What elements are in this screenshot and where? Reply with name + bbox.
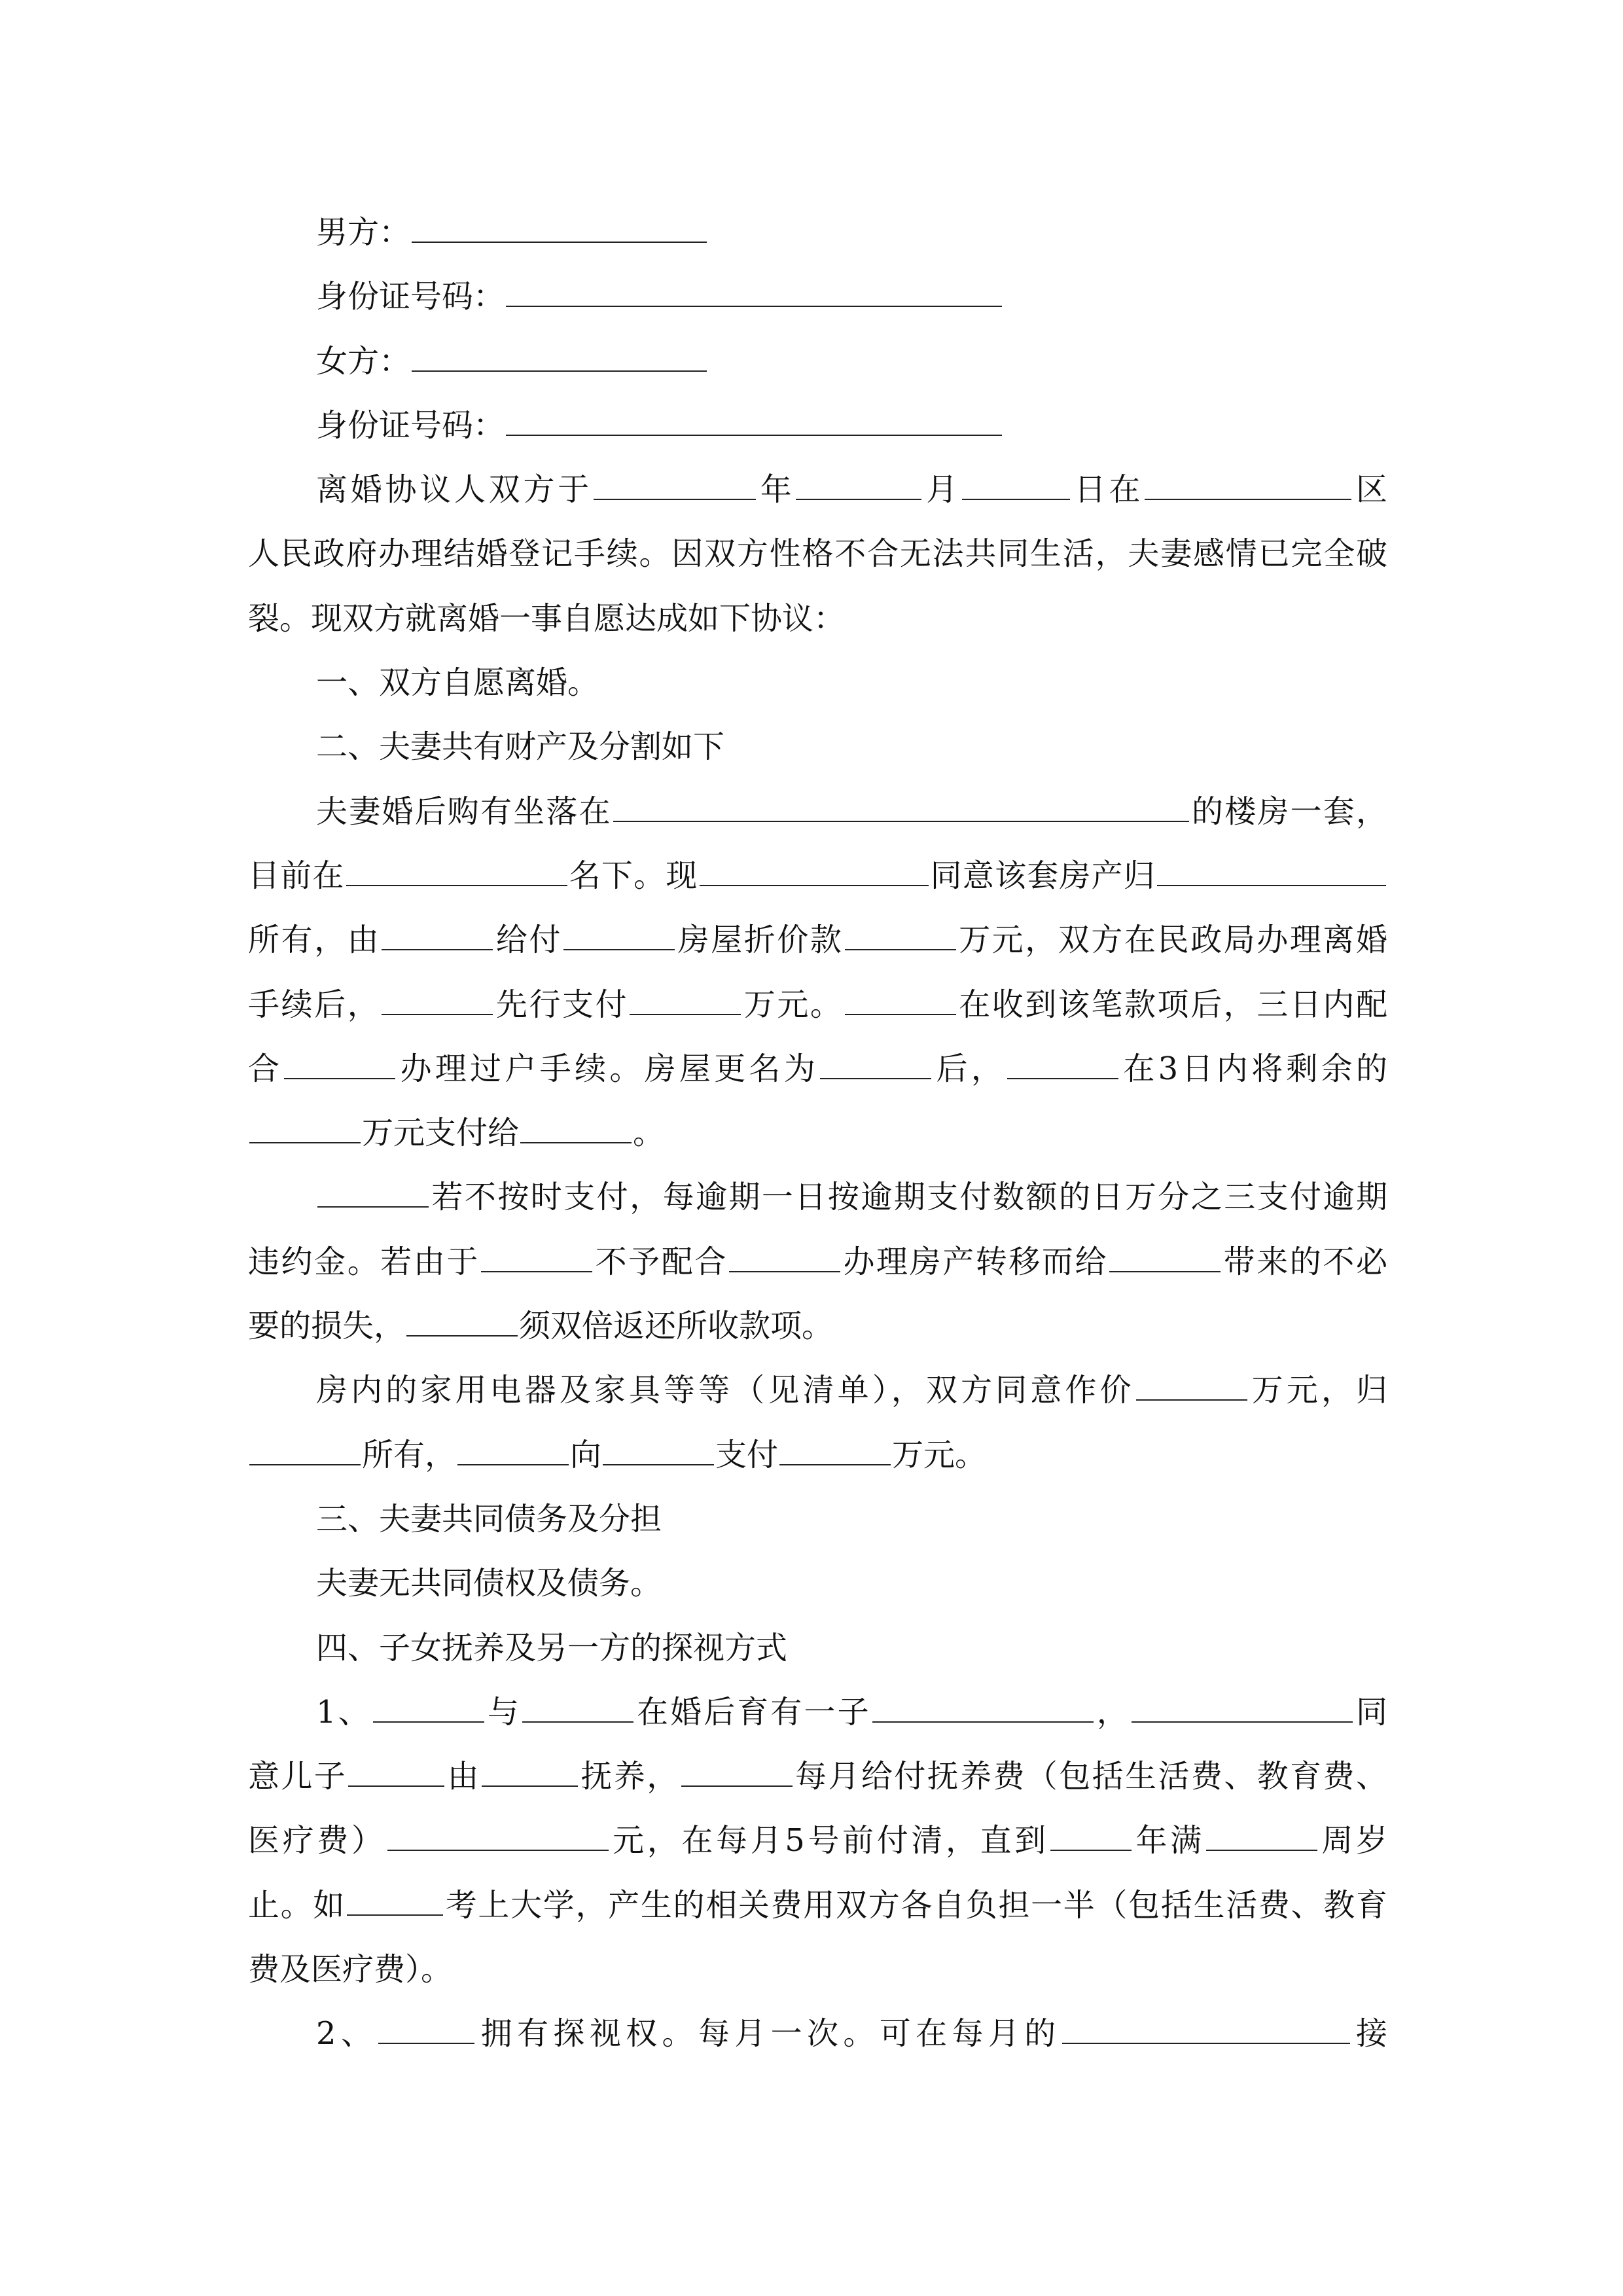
blank-field[interactable] [872, 1695, 1094, 1723]
agreement-document [248, 200, 1387, 2066]
line-paragraph [248, 1680, 1387, 1744]
text: 月 [923, 471, 961, 509]
blank-field[interactable] [373, 1695, 484, 1723]
text: 接 [1351, 2015, 1387, 2053]
text: 人民政府办理结婚登记手续。因双方性格不合无法共同生活，夫妻感情已完全破 [248, 535, 1387, 573]
text: 所有，由 [248, 922, 381, 959]
blank-field[interactable] [412, 215, 707, 243]
blank-field[interactable] [613, 795, 1189, 822]
blank-field[interactable] [845, 988, 956, 1015]
line-paragraph [248, 1358, 1387, 1422]
blank-field[interactable] [520, 1116, 632, 1143]
blank-field[interactable] [387, 1823, 609, 1851]
text: 所有， [362, 1436, 457, 1473]
text: 要的损失， [248, 1308, 406, 1345]
blank-field[interactable] [1157, 859, 1386, 886]
blank-field[interactable] [382, 923, 493, 950]
blank-field[interactable] [506, 408, 1002, 436]
text: 的楼房一套， [1190, 793, 1387, 830]
text: 身份证号码： [316, 278, 505, 315]
line-paragraph [248, 1101, 1387, 1165]
text: 意儿子 [248, 1758, 348, 1795]
text: 须双倍返还所收款项。 [519, 1308, 834, 1345]
blank-field[interactable] [820, 1052, 931, 1079]
line-paragraph [248, 1165, 1387, 1229]
text: 给付 [494, 922, 563, 959]
text: 周岁 [1318, 1822, 1387, 1859]
blank-field[interactable] [1206, 1823, 1317, 1851]
text: 一、双方自愿离婚。 [316, 664, 599, 702]
text: 名下。现 [568, 857, 698, 894]
blank-field[interactable] [412, 344, 707, 372]
blank-field[interactable] [845, 923, 956, 950]
line-paragraph [248, 1037, 1387, 1101]
text: 考上大学，产生的相关费用双方各自负担一半（包括生活费、教育 [444, 1886, 1387, 1924]
line-paragraph [248, 973, 1387, 1037]
text: ， [1094, 1693, 1130, 1731]
text: 夫妻无共同债权及债务。 [316, 1565, 662, 1602]
blank-field[interactable] [346, 859, 567, 886]
line-paragraph [248, 908, 1387, 972]
section-heading [248, 715, 1387, 779]
text: 不予配合 [594, 1243, 728, 1280]
text: 房内的家用电器及家具等等（见清单），双方同意作价 [316, 1372, 1135, 1409]
blank-field[interactable] [406, 1309, 518, 1336]
text: 区 [1353, 471, 1387, 509]
blank-field[interactable] [796, 473, 921, 500]
text: 在3日内将剩余的 [1120, 1050, 1387, 1087]
line-paragraph [248, 2001, 1387, 2066]
line-paragraph [248, 844, 1387, 908]
line-paragraph [248, 780, 1387, 844]
text: 抚养， [579, 1758, 680, 1795]
text: 由 [446, 1758, 481, 1795]
blank-field[interactable] [481, 1245, 592, 1272]
text: 在收到该笔款项后，三日内配 [957, 986, 1387, 1023]
text: 离婚协议人双方于 [316, 471, 592, 509]
blank-field[interactable] [482, 1759, 578, 1787]
text: 万元，双方在民政局办理离婚 [957, 922, 1387, 959]
blank-field[interactable] [249, 1438, 361, 1465]
blank-field[interactable] [603, 1438, 714, 1465]
text: 违约金。若由于 [248, 1243, 480, 1280]
text: 支付 [715, 1436, 779, 1473]
section-heading [248, 651, 1387, 715]
text: 元，在每月5号前付清，直到 [609, 1822, 1049, 1859]
blank-field[interactable] [347, 1888, 443, 1916]
line-paragraph [248, 522, 1387, 586]
line-paragraph [248, 1873, 1387, 1937]
blank-field[interactable] [1007, 1052, 1118, 1079]
line-male-party [248, 200, 1387, 264]
text: 三、夫妻共同债务及分担 [316, 1500, 662, 1537]
text: 向 [570, 1436, 602, 1473]
line-female-party [248, 329, 1387, 393]
line-female-id [248, 393, 1387, 457]
blank-field[interactable] [681, 1759, 793, 1787]
blank-field[interactable] [1145, 473, 1351, 500]
blank-field[interactable] [382, 988, 493, 1015]
line-paragraph [248, 1937, 1387, 2001]
text: 身份证号码： [316, 406, 505, 444]
blank-field[interactable] [1136, 1373, 1247, 1401]
text: 后， [933, 1050, 1007, 1087]
blank-field[interactable] [1050, 1823, 1132, 1851]
text: 万元。 [892, 1436, 987, 1473]
blank-field[interactable] [522, 1695, 633, 1723]
text: 拥有探视权。每月一次。可在每月的 [476, 2015, 1061, 2053]
text: 在婚后育有一子 [634, 1693, 871, 1731]
blank-field[interactable] [700, 859, 929, 886]
blank-field[interactable] [1062, 2017, 1350, 2044]
blank-field[interactable] [1109, 1245, 1221, 1272]
line-paragraph [248, 1230, 1387, 1294]
text: 目前在 [248, 857, 345, 894]
blank-field[interactable] [348, 1759, 444, 1787]
text: 同意该套房产归 [929, 857, 1156, 894]
text: 1、 [316, 1693, 372, 1731]
text: 二、夫妻共有财产及分割如下 [316, 728, 725, 766]
text: 万元支付给 [362, 1115, 520, 1152]
text: 与 [485, 1693, 521, 1731]
text: 同 [1353, 1693, 1387, 1731]
text: 带来的不必 [1222, 1243, 1387, 1280]
text: 夫妻婚后购有坐落在 [316, 793, 612, 830]
text: 手续后， [248, 986, 381, 1023]
line-paragraph [248, 586, 1387, 651]
blank-field[interactable] [1132, 1695, 1353, 1723]
blank-field[interactable] [563, 923, 675, 950]
blank-field[interactable] [317, 1180, 429, 1208]
line-paragraph [248, 1423, 1387, 1487]
blank-field[interactable] [506, 279, 1002, 307]
line-male-id [248, 264, 1387, 329]
text: 每月给付抚养费（包括生活费、教育费、 [793, 1758, 1387, 1795]
blank-field[interactable] [457, 1438, 569, 1465]
text: 年满 [1132, 1822, 1205, 1859]
text: 年 [757, 471, 795, 509]
text: 。 [633, 1115, 665, 1152]
text: 裂。现双方就离婚一事自愿达成如下协议： [248, 600, 846, 637]
text: 先行支付 [494, 986, 629, 1023]
blank-field[interactable] [729, 1245, 840, 1272]
line-marriage-date [248, 457, 1387, 522]
blank-field[interactable] [630, 988, 741, 1015]
blank-field[interactable] [378, 2017, 474, 2044]
line-paragraph [248, 1744, 1387, 1808]
blank-field[interactable] [779, 1438, 891, 1465]
section-heading [248, 1616, 1387, 1680]
text: 医疗费） [248, 1822, 386, 1859]
text: 合 [248, 1050, 283, 1087]
line-paragraph [248, 1294, 1387, 1358]
text: 办理过户手续。房屋更名为 [397, 1050, 819, 1087]
text: 四、子女抚养及另一方的探视方式 [316, 1629, 788, 1666]
text: 万元，归 [1248, 1372, 1387, 1409]
text: 止。如 [248, 1886, 346, 1924]
text: 女方： [316, 342, 411, 380]
text: 2、 [316, 2015, 378, 2053]
text: 办理房产转移而给 [841, 1243, 1109, 1280]
blank-field[interactable] [284, 1052, 395, 1079]
line-paragraph [248, 1551, 1387, 1615]
text: 若不按时支付，每逾期一日按逾期支付数额的日万分之三支付逾期 [430, 1179, 1387, 1216]
section-heading [248, 1487, 1387, 1551]
line-paragraph [248, 1808, 1387, 1873]
blank-field[interactable] [962, 473, 1070, 500]
text: 男方： [316, 214, 411, 251]
text: 费及医疗费）。 [248, 1951, 453, 1988]
text: 万元。 [742, 986, 844, 1023]
blank-field[interactable] [249, 1116, 361, 1143]
blank-field[interactable] [594, 473, 756, 500]
text: 日在 [1071, 471, 1144, 509]
text: 房屋折价款 [676, 922, 844, 959]
